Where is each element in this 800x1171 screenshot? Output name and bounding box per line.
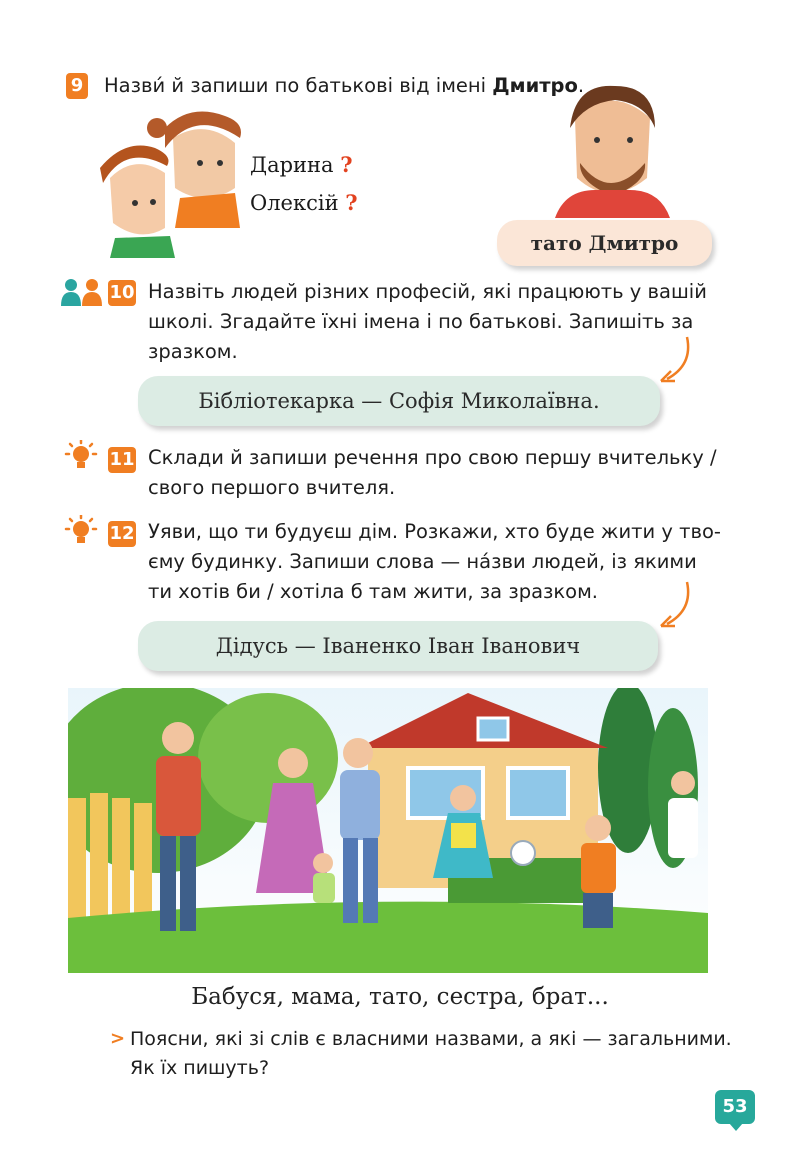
child1-question: ? <box>340 152 353 177</box>
arrow-icon <box>655 580 695 630</box>
task-number-9: 9 <box>66 73 88 99</box>
task10-text <box>148 277 707 367</box>
task10-example: Бібліотекарка — Софія Миколаївна. <box>138 376 660 426</box>
father-label: тато Дмитро <box>497 220 712 266</box>
task9-name-bold: Дмитро <box>492 74 578 97</box>
task12-line3: ти хотів би / хотіла б там жити, за зразком. <box>148 580 599 603</box>
task12-line2: єму будинку. Запиши слова — на́зви людей, із якими <box>148 550 697 573</box>
task11-line2: свого першого вчителя. <box>148 476 396 499</box>
task10-line2: школі. Згадайте їхні імена і по батькові. Запишіть за <box>148 310 694 333</box>
task10-line1: Назвіть людей різних професій, які працюють у вашій <box>148 280 707 303</box>
children-illustration <box>95 108 245 258</box>
task10-line3: зразком. <box>148 340 238 363</box>
pair-work-icon <box>60 278 104 306</box>
child2-name: Олексій <box>250 191 339 215</box>
task11-line1: Склади й запиши речення про свою першу вчительку / <box>148 446 717 469</box>
followup-line2: Як їх пишуть? <box>130 1057 270 1079</box>
lightbulb-icon <box>60 515 102 549</box>
child1-line <box>250 152 353 177</box>
page-badge-tail <box>729 1123 743 1131</box>
task11-text <box>148 443 717 503</box>
followup-text <box>130 1025 732 1083</box>
followup-marker: > <box>110 1028 126 1049</box>
arrow-icon <box>655 335 695 385</box>
child2-line <box>250 190 358 215</box>
task-number-10: 10 <box>108 280 136 306</box>
family-house-illustration <box>68 688 708 973</box>
father-illustration <box>555 78 670 218</box>
task12-line1: Уяви, що ти будуєш дім. Розкажи, хто буде жити у тво- <box>148 520 721 543</box>
page-number: 53 <box>715 1090 755 1124</box>
task12-example: Дідусь — Іваненко Іван Іванович <box>138 621 658 671</box>
task12-text <box>148 517 721 607</box>
task9-text <box>104 71 584 101</box>
child2-question: ? <box>345 190 358 215</box>
task9-text-after: . <box>577 74 585 97</box>
task-number-11: 11 <box>108 447 136 473</box>
illustration-caption: Бабуся, мама, тато, сестра, брат... <box>191 984 609 1010</box>
followup-line1: Поясни, які зі слів є власними назвами, а які — загальними. <box>130 1028 732 1050</box>
lightbulb-icon <box>60 440 102 474</box>
task9-text-before: Назви́ й запиши по батькові від імені <box>104 74 493 97</box>
task-number-12: 12 <box>108 521 136 547</box>
child1-name: Дарина <box>250 153 334 177</box>
